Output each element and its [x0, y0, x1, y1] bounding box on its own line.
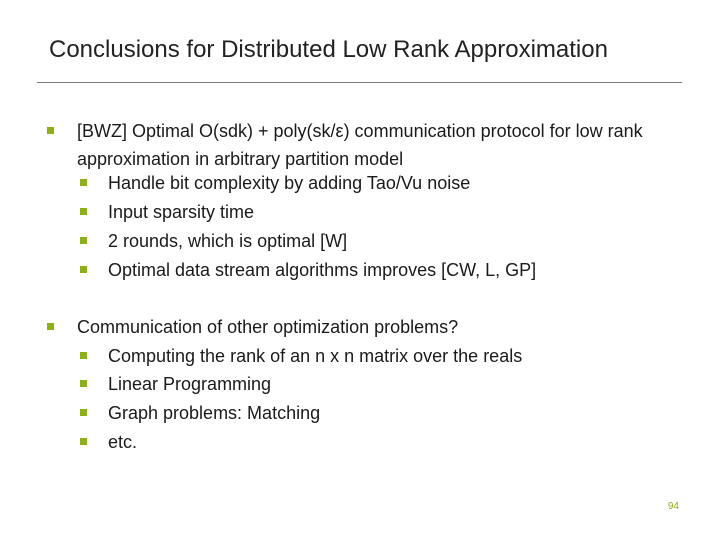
sub-bullet-text: 2 rounds, which is optimal [W]: [108, 231, 348, 251]
slide-title: Conclusions for Distributed Low Rank Approximation: [49, 36, 608, 63]
bullet-item: [77, 313, 677, 341]
sub-bullet-text: Graph problems: Matching: [108, 403, 321, 423]
square-bullet-icon: [80, 208, 87, 215]
square-bullet-icon: [80, 266, 87, 273]
square-bullet-icon: [80, 380, 87, 387]
sub-bullet-item: [108, 370, 678, 398]
square-bullet-icon: [80, 438, 87, 445]
sub-bullet-item: [108, 227, 678, 255]
sub-bullet-item: [108, 342, 678, 370]
square-bullet-icon: [80, 352, 87, 359]
sub-bullet-item: [108, 428, 678, 456]
title-divider: [37, 82, 682, 83]
sub-bullet-item: [108, 198, 678, 226]
sub-bullet-text: etc.: [108, 432, 138, 452]
sub-bullet-text: Handle bit complexity by adding Tao/Vu noise: [108, 173, 471, 193]
sub-bullet-text: Input sparsity time: [108, 202, 255, 222]
square-bullet-icon: [47, 127, 54, 134]
sub-bullet-item: [108, 169, 678, 197]
square-bullet-icon: [80, 409, 87, 416]
sub-bullet-item: [108, 399, 678, 427]
page-number: 94: [667, 501, 679, 512]
sub-bullet-text: Linear Programming: [108, 374, 272, 394]
bullet-text: Communication of other optimization problems?: [77, 317, 459, 337]
sub-bullet-text: Computing the rank of an n x n matrix over the reals: [108, 346, 523, 366]
bullet-item: [77, 117, 677, 173]
square-bullet-icon: [47, 323, 54, 330]
bullet-text: [BWZ] Optimal O(sdk) + poly(sk/ε) communication protocol for low rank approximation in arbitrary partition model: [77, 121, 643, 169]
sub-bullet-text: Optimal data stream algorithms improves [CW, L, GP]: [108, 260, 537, 280]
sub-bullet-item: [108, 256, 678, 284]
square-bullet-icon: [80, 237, 87, 244]
square-bullet-icon: [80, 179, 87, 186]
